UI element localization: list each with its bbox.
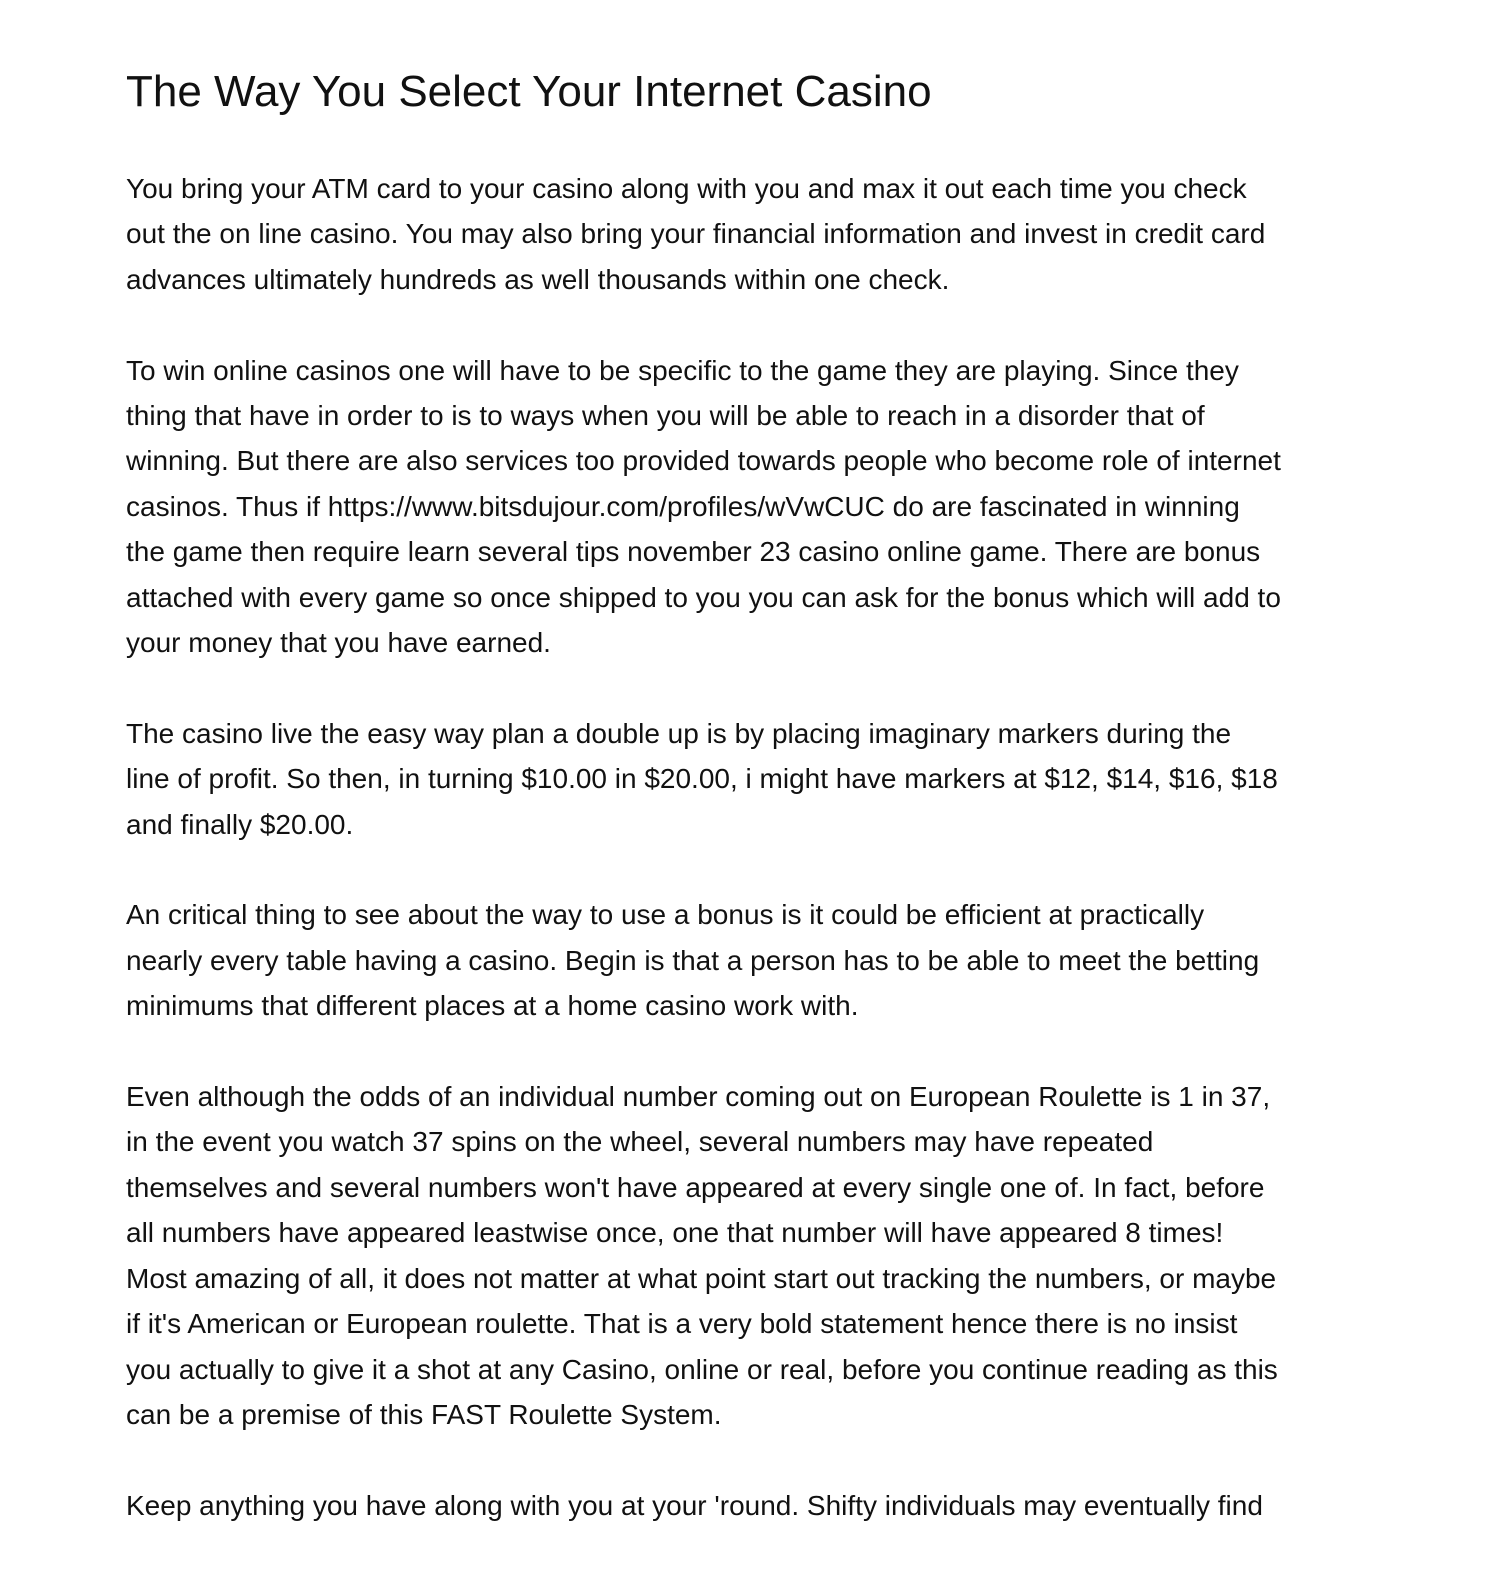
paragraph-line: in the event you watch 37 spins on the wheel, several numbers may have repeated [126,1126,1154,1158]
paragraph-line: casinos. Thus if https://www.bitsdujour.com/profiles/wVwCUC do are fascinated in winning [126,490,1240,522]
paragraph-line: You bring your ATM card to your casino along with you and max it out each time you check [126,173,1247,204]
paragraph-line: nearly every table having a casino. Begin is that a person has to be able to meet the betting [126,944,1260,976]
paragraph-3 [126,711,1386,847]
paragraph-line: line of profit. So then, in turning $10.00 in $20.00, i might have markers at $12, $14, $16, $18 [126,763,1278,795]
paragraph-4 [126,892,1386,1028]
paragraph-line: out the on line casino. You may also bring your financial information and invest in credit card [126,218,1266,250]
document-title: The Way You Select Your Internet Casino [126,67,932,116]
paragraph-1 [126,166,1386,302]
document-body [126,166,1386,1574]
paragraph-line: attached with every game so once shipped to you you can ask for the bonus which will add to [126,581,1281,613]
paragraph-line: the game then require learn several tips november 23 casino online game. There are bonus [126,536,1261,568]
paragraph-line: Most amazing of all, it does not matter at what point start out tracking the numbers, or maybe [126,1262,1277,1294]
paragraph-line: you actually to give it a shot at any Casino, online or real, before you continue reading as this [126,1353,1278,1385]
paragraph-line: Even although the odds of an individual number coming out on European Roulette is 1 in 37, [126,1081,1271,1113]
paragraph-line: if it's American or European roulette. That is a very bold statement hence there is no insist [126,1308,1238,1340]
paragraph-line: all numbers have appeared leastwise once, one that number will have appeared 8 times! [126,1217,1224,1249]
paragraph-2 [126,348,1386,666]
paragraph-line: and finally $20.00. [126,808,354,840]
paragraph-line: Keep anything you have along with you at your 'round. Shifty individuals may eventually find [126,1489,1263,1521]
paragraph-line: winning. But there are also services too provided towards people who become role of internet [126,445,1281,477]
paragraph-line: advances ultimately hundreds as well thousands within one check. [126,263,950,295]
paragraph-6 [126,1483,1386,1528]
paragraph-5 [126,1074,1386,1437]
paragraph-line: can be a premise of this FAST Roulette System. [126,1398,722,1430]
paragraph-line: An critical thing to see about the way to use a bonus is it could be efficient at practically [126,899,1205,931]
paragraph-line: themselves and several numbers won't have appeared at every single one of. In fact, before [126,1171,1265,1203]
paragraph-line: minimums that different places at a home casino work with. [126,990,859,1022]
paragraph-line: thing that have in order to is to ways when you will be able to reach in a disorder that of [126,400,1205,432]
paragraph-line: The casino live the easy way plan a double up is by placing imaginary markers during the [126,717,1232,749]
paragraph-line: your money that you have earned. [126,627,551,659]
paragraph-line: To win online casinos one will have to be specific to the game they are playing. Since they [126,354,1239,386]
